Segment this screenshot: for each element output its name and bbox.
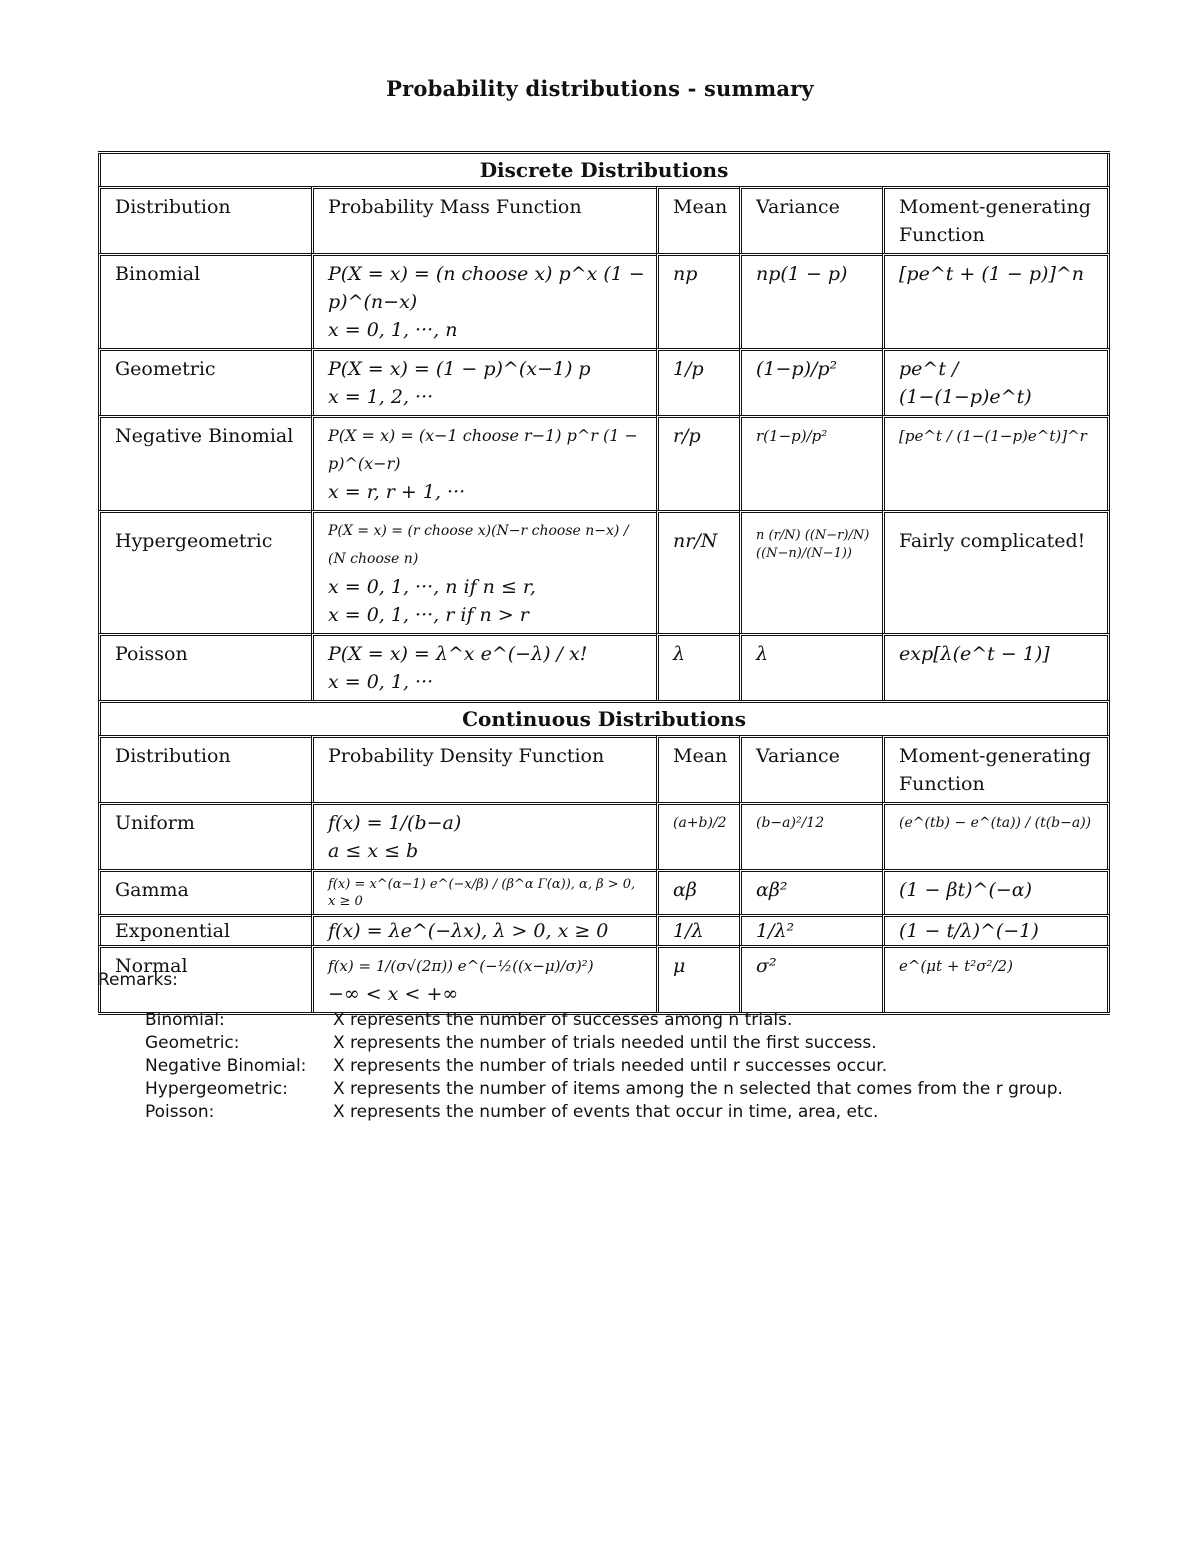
variance-value: αβ²: [739, 869, 882, 914]
pdf-formula: f(x) = x^(α−1) e^(−x/β) / (β^α Γ(α)), α, β > 0, x ≥ 0: [311, 869, 656, 914]
dist-name: Exponential: [98, 914, 311, 945]
remark-label: Binomial:: [145, 1010, 225, 1030]
mgf-value: (e^(tb) − e^(ta)) / (t(b−a)): [882, 802, 1110, 869]
remark-text: X represents the number of items among the n selected that comes from the r group.: [333, 1079, 1063, 1099]
mgf-value: e^(μt + t²σ²/2): [882, 945, 1110, 1012]
mgf-value: exp[λ(e^t − 1)]: [882, 633, 1110, 700]
col-header-distribution: Distribution: [98, 186, 311, 253]
pmf-cell: [311, 253, 656, 348]
col-header-distribution: Distribution: [98, 735, 311, 802]
pmf-support: x = r, r + 1, ···: [328, 481, 466, 503]
dist-name: Negative Binomial: [98, 415, 311, 510]
remark-label: Negative Binomial:: [145, 1056, 307, 1076]
mean-value: (a+b)/2: [656, 802, 739, 869]
variance-value: n (r/N) ((N−r)/N) ((N−n)/(N−1)): [739, 510, 882, 633]
dist-name: Uniform: [98, 802, 311, 869]
dist-name: Gamma: [98, 869, 311, 914]
mgf-value: Fairly complicated!: [882, 510, 1110, 633]
col-header-pmf: Probability Mass Function: [311, 186, 656, 253]
pmf-formula: P(X = x) = (x−1 choose r−1) p^r (1 − p)^(x−r): [328, 426, 638, 473]
discrete-heading: Discrete Distributions: [98, 154, 1110, 186]
pmf-support: x = 1, 2, ···: [328, 386, 434, 408]
variance-value: (1−p)/p²: [739, 348, 882, 415]
col-header-mean: Mean: [656, 735, 739, 802]
variance-value: np(1 − p): [739, 253, 882, 348]
pdf-formula: f(x) = λe^(−λx), λ > 0, x ≥ 0: [311, 914, 656, 945]
table-row: [98, 510, 1110, 633]
pmf-support-alt: x = 0, 1, ···, r if n > r: [328, 604, 529, 626]
col-header-variance: Variance: [739, 735, 882, 802]
pdf-formula: f(x) = 1/(b−a): [328, 812, 462, 834]
table-row: [98, 253, 1110, 348]
pmf-formula: P(X = x) = λ^x e^(−λ) / x!: [328, 643, 588, 665]
mean-value: np: [656, 253, 739, 348]
variance-value: 1/λ²: [739, 914, 882, 945]
pmf-formula: P(X = x) = (r choose x)(N−r choose n−x) / (N choose n): [328, 523, 629, 567]
pmf-formula: P(X = x) = (1 − p)^(x−1) p: [328, 358, 591, 380]
variance-value: r(1−p)/p²: [739, 415, 882, 510]
pmf-support: x = 0, 1, ···, n if n ≤ r,: [328, 576, 536, 598]
dist-name: Poisson: [98, 633, 311, 700]
pdf-support: a ≤ x ≤ b: [328, 840, 419, 862]
remark-label: Poisson:: [145, 1102, 215, 1122]
col-header-mgf: Moment-generating Function: [882, 186, 1110, 253]
remark-label: Hypergeometric:: [145, 1079, 288, 1099]
mean-value: αβ: [656, 869, 739, 914]
distribution-table: [98, 151, 1110, 1015]
continuous-heading: Continuous Distributions: [98, 700, 1110, 735]
variance-value: σ²: [739, 945, 882, 1012]
remarks-heading: Remarks:: [98, 970, 178, 990]
pmf-support: x = 0, 1, ···, n: [328, 319, 458, 341]
pmf-cell: [311, 415, 656, 510]
remark-label: Geometric:: [145, 1033, 240, 1053]
col-header-variance: Variance: [739, 186, 882, 253]
remark-row: [98, 1033, 1138, 1056]
remark-row: [98, 1102, 1138, 1125]
mean-value: λ: [656, 633, 739, 700]
mean-value: r/p: [656, 415, 739, 510]
dist-name: Normal: [98, 945, 311, 1012]
pmf-cell: [311, 510, 656, 633]
remarks-section: [98, 970, 1138, 1125]
table-row: [98, 348, 1110, 415]
remark-text: X represents the number of trials needed until the first success.: [333, 1033, 877, 1053]
dist-name: Geometric: [98, 348, 311, 415]
col-header-mgf: Moment-generating Function: [882, 735, 1110, 802]
mean-value: nr/N: [656, 510, 739, 633]
mgf-value: (1 − t/λ)^(−1): [882, 914, 1110, 945]
pmf-formula: P(X = x) = (n choose x) p^x (1 − p)^(n−x): [328, 263, 645, 313]
table-row: [98, 633, 1110, 700]
table-row: [98, 802, 1110, 869]
mgf-value: pe^t / (1−(1−p)e^t): [882, 348, 1110, 415]
col-header-mean: Mean: [656, 186, 739, 253]
remark-row: [98, 1010, 1138, 1033]
page-title: Probability distributions - summary: [386, 76, 814, 101]
table-row: [98, 415, 1110, 510]
remark-row: [98, 1056, 1138, 1079]
mgf-value: [pe^t / (1−(1−p)e^t)]^r: [882, 415, 1110, 510]
mgf-value: (1 − βt)^(−α): [882, 869, 1110, 914]
mean-value: 1/λ: [656, 914, 739, 945]
variance-value: (b−a)²/12: [739, 802, 882, 869]
remark-row: [98, 1079, 1138, 1102]
pdf-cell: [311, 802, 656, 869]
table-row: [98, 869, 1110, 914]
col-header-pdf: Probability Density Function: [311, 735, 656, 802]
table-row: [98, 914, 1110, 945]
dist-name: Hypergeometric: [98, 510, 311, 633]
variance-value: λ: [739, 633, 882, 700]
pdf-support: −∞ < x < +∞: [328, 983, 459, 1005]
mgf-value: [pe^t + (1 − p)]^n: [882, 253, 1110, 348]
dist-name: Binomial: [98, 253, 311, 348]
remark-text: X represents the number of successes among n trials.: [333, 1010, 793, 1030]
pmf-cell: [311, 633, 656, 700]
mean-value: μ: [656, 945, 739, 1012]
remark-text: X represents the number of events that occur in time, area, etc.: [333, 1102, 879, 1122]
mean-value: 1/p: [656, 348, 739, 415]
pdf-formula: f(x) = 1/(σ√(2π)) e^(−½((x−μ)/σ)²): [328, 957, 594, 975]
pmf-support: x = 0, 1, ···: [328, 671, 434, 693]
pmf-cell: [311, 348, 656, 415]
remark-text: X represents the number of trials needed until r successes occur.: [333, 1056, 888, 1076]
